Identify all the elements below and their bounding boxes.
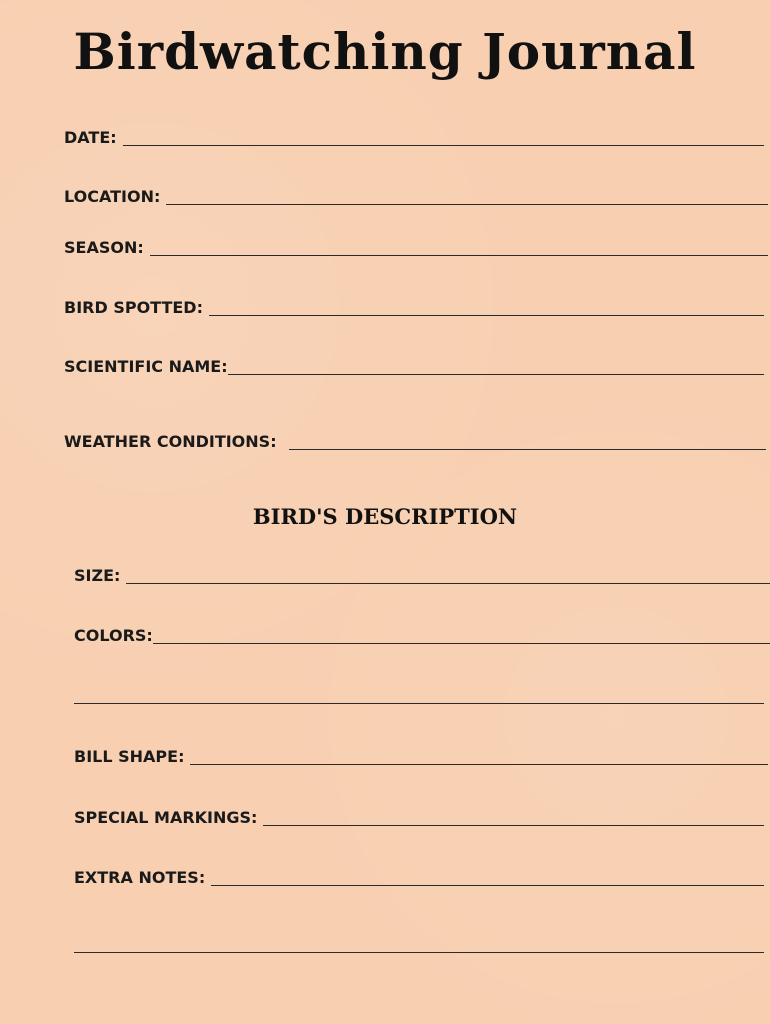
season-label: SEASON:: [64, 238, 144, 257]
season-line[interactable]: [150, 254, 768, 256]
page-title: Birdwatching Journal: [73, 22, 697, 81]
extra-notes-field[interactable]: [74, 866, 764, 888]
bird-spotted-line[interactable]: [209, 314, 764, 316]
scientific-name-field[interactable]: [64, 355, 764, 377]
colors-line[interactable]: [153, 642, 770, 644]
location-label: LOCATION:: [64, 187, 161, 206]
bird-spotted-label: BIRD SPOTTED:: [64, 298, 203, 317]
extra-notes-label: EXTRA NOTES:: [74, 868, 206, 887]
bill-shape-field[interactable]: [74, 745, 768, 767]
colors-continuation-line[interactable]: [74, 702, 764, 704]
scientific-name-label: SCIENTIFIC NAME:: [64, 357, 228, 376]
special-markings-label: SPECIAL MARKINGS:: [74, 808, 258, 827]
date-label: DATE:: [64, 128, 117, 147]
bill-shape-label: BILL SHAPE:: [74, 747, 185, 766]
colors-label: COLORS:: [74, 626, 153, 645]
size-line[interactable]: [126, 582, 770, 584]
extra-notes-continuation-line[interactable]: [74, 951, 764, 953]
date-line[interactable]: [123, 144, 764, 146]
birds-description-heading: BIRD'S DESCRIPTION: [252, 504, 518, 529]
weather-conditions-line[interactable]: [289, 448, 766, 450]
location-line[interactable]: [166, 203, 768, 205]
date-field[interactable]: [64, 126, 764, 148]
location-field[interactable]: [64, 185, 768, 207]
bird-spotted-field[interactable]: [64, 296, 764, 318]
colors-field[interactable]: [74, 624, 770, 646]
season-field[interactable]: [64, 236, 768, 258]
size-field[interactable]: [74, 564, 770, 586]
bill-shape-line[interactable]: [190, 763, 768, 765]
weather-conditions-field[interactable]: [64, 430, 766, 452]
special-markings-line[interactable]: [263, 824, 764, 826]
size-label: SIZE:: [74, 566, 121, 585]
extra-notes-line[interactable]: [211, 884, 764, 886]
scientific-name-line[interactable]: [228, 373, 764, 375]
special-markings-field[interactable]: [74, 806, 764, 828]
weather-conditions-label: WEATHER CONDITIONS:: [64, 432, 277, 451]
